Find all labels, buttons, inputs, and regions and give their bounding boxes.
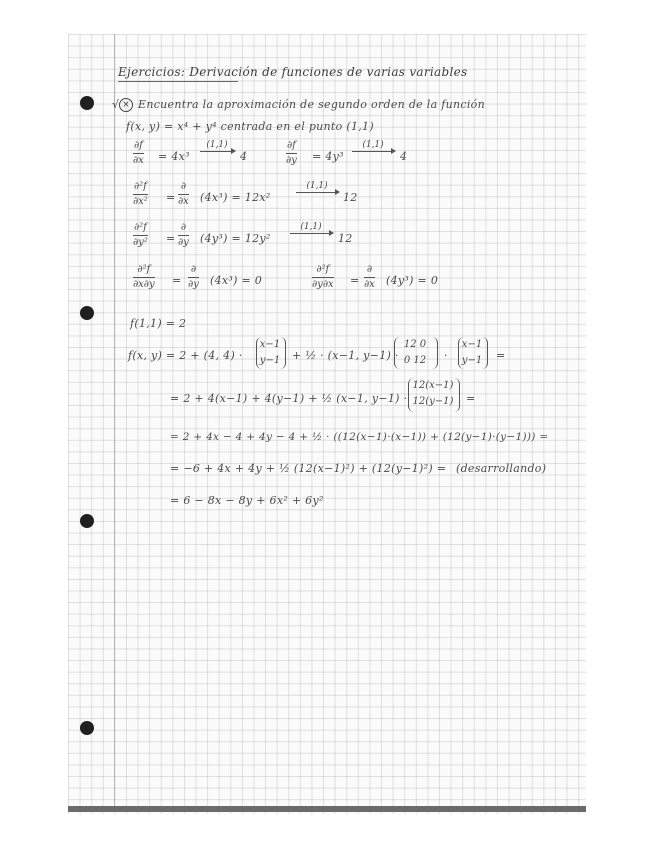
fy-numerator: ∂f <box>286 140 296 151</box>
vector3 <box>410 380 456 408</box>
fxx-op-numerator: ∂ <box>180 181 186 192</box>
fyx-numerator: ∂²f <box>316 264 330 275</box>
vector1 <box>258 339 282 367</box>
fyy-eval-arrow <box>290 222 332 234</box>
vector3-top: 12(x−1) <box>412 380 454 391</box>
taylor-line4-note: (desarrollando) <box>456 462 547 475</box>
fyy-op-denominator: ∂y <box>178 237 189 248</box>
fxy-numerator: ∂²f <box>137 264 151 275</box>
fy-expression: = 4y³ <box>312 150 344 163</box>
fyy-numerator: ∂²f <box>133 222 147 233</box>
fxy-fraction <box>133 264 155 291</box>
fxx-point-label: (1,1) <box>306 181 328 191</box>
taylor-line2: = 2 + 4(x−1) + 4(y−1) + ½ (x−1, y−1) · <box>170 392 408 405</box>
fxy-equals: = <box>172 274 182 287</box>
fyy-value: 12 <box>338 232 353 245</box>
exercise-statement-line1: Encuentra la aproximación de segundo orden de la función <box>138 98 485 111</box>
fxx-fraction <box>133 181 148 208</box>
fxx-numerator: ∂²f <box>133 181 147 192</box>
vector2-top: x−1 <box>461 339 483 350</box>
fyy-expression: (4y³) = 12y² <box>200 232 271 245</box>
taylor-result: = 6 − 8x − 8y + 6x² + 6y² <box>170 494 324 507</box>
exercise-statement-line2: f(x, y) = x⁴ + y⁴ centrada en el punto (1,1) <box>126 120 374 133</box>
fxx-value: 12 <box>343 191 358 204</box>
fx-eval-arrow <box>200 140 234 152</box>
fxx-equals: = <box>166 191 176 204</box>
title-underline <box>118 81 238 82</box>
vector3-bottom: 12(y−1) <box>412 396 454 407</box>
fxx-denominator: ∂x² <box>133 196 148 207</box>
fyy-operator <box>178 222 189 249</box>
page-title: Ejercicios: Derivación de funciones de varias variables <box>118 65 468 79</box>
taylor-line3: = 2 + 4x − 4 + 4y − 4 + ½ · ((12(x−1)·(x−1)) + (12(y−1)·(y−1))) = <box>170 431 549 443</box>
taylor-line1-dot: · <box>444 349 448 362</box>
fyy-denominator: ∂y² <box>133 237 148 248</box>
punch-hole-3 <box>80 514 94 528</box>
fx-value: 4 <box>240 150 248 163</box>
vector1-top: x−1 <box>259 339 281 350</box>
fxy-operator <box>188 264 199 291</box>
fx-fraction <box>133 140 144 167</box>
fyy-op-numerator: ∂ <box>180 222 186 233</box>
punch-hole-2 <box>80 306 94 320</box>
fxx-expression: (4x³) = 12x² <box>200 191 271 204</box>
fyy-equals: = <box>166 232 176 245</box>
taylor-line1-eq: = <box>496 349 506 362</box>
fy-fraction <box>286 140 297 167</box>
fy-point-label: (1,1) <box>362 140 384 150</box>
punch-hole-4 <box>80 721 94 735</box>
fyx-denominator: ∂y∂x <box>312 279 334 290</box>
margin-line <box>114 34 115 812</box>
vector2 <box>460 339 484 367</box>
fx-numerator: ∂f <box>133 140 143 151</box>
hessian-row2: 0 12 <box>403 355 427 366</box>
fx-denominator: ∂x <box>133 155 144 166</box>
fyx-op-numerator: ∂ <box>366 264 372 275</box>
check-mark-icon: √ <box>112 98 120 111</box>
hessian-matrix <box>397 339 433 367</box>
f-at-point: f(1,1) = 2 <box>130 317 187 330</box>
fyy-fraction <box>133 222 148 249</box>
fxy-denominator: ∂x∂y <box>133 279 155 290</box>
taylor-line4: = −6 + 4x + 4y + ½ (12(x−1)²) + (12(y−1)²) = <box>170 462 447 475</box>
fyx-expression: (4y³) = 0 <box>386 274 439 287</box>
fy-value: 4 <box>400 150 408 163</box>
fx-expression: = 4x³ <box>158 150 190 163</box>
taylor-line2-eq: = <box>466 392 476 405</box>
fxy-op-numerator: ∂ <box>190 264 196 275</box>
hessian-row1: 12 0 <box>403 339 427 350</box>
taylor-line1-mid: + ½ · (x−1, y−1) · <box>292 349 399 362</box>
fyx-operator <box>364 264 375 291</box>
page-bottom-edge <box>68 806 586 812</box>
fyx-equals: = <box>350 274 360 287</box>
fyx-fraction <box>312 264 334 291</box>
exercise-marker: × <box>119 98 133 112</box>
fxx-operator <box>178 181 189 208</box>
fxy-op-denominator: ∂y <box>188 279 199 290</box>
fxx-op-denominator: ∂x <box>178 196 189 207</box>
taylor-line1-lhs: f(x, y) = 2 + (4, 4) · <box>128 349 243 362</box>
fy-denominator: ∂y <box>286 155 297 166</box>
fy-eval-arrow <box>352 140 394 152</box>
fx-point-label: (1,1) <box>206 140 228 150</box>
vector1-bottom: y−1 <box>259 355 281 366</box>
fyy-point-label: (1,1) <box>300 222 322 232</box>
fxx-eval-arrow <box>296 181 338 193</box>
punch-hole-1 <box>80 96 94 110</box>
fyx-op-denominator: ∂x <box>364 279 375 290</box>
vector2-bottom: y−1 <box>461 355 483 366</box>
fxy-expression: (4x³) = 0 <box>210 274 263 287</box>
